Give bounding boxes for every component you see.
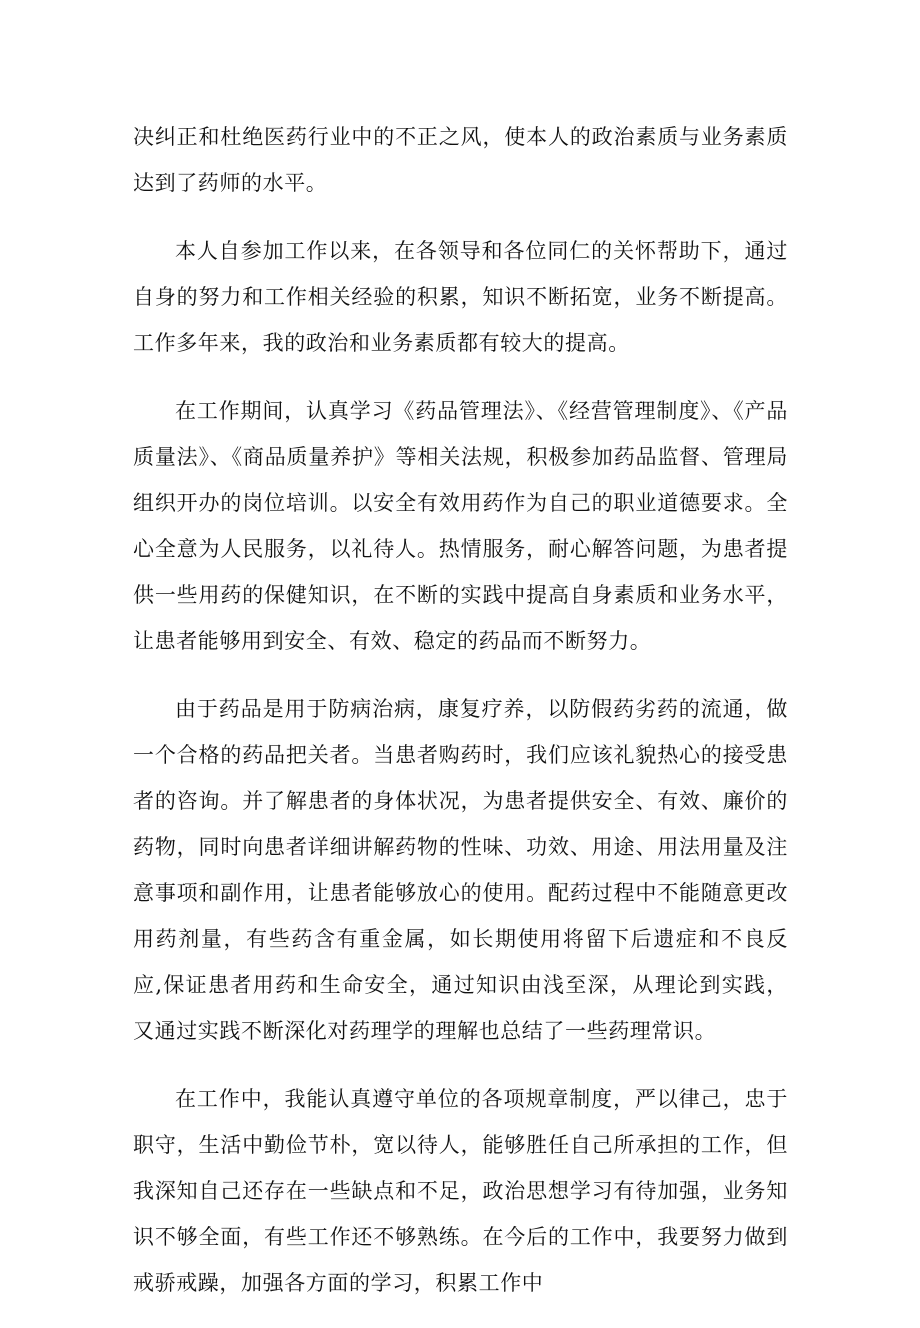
- document-body: [133, 114, 788, 1328]
- paragraph-5: 在工作中，我能认真遵守单位的各项规章制度，严以律己，忠于职守，生活中勤俭节朴，宽以待人，能够胜任自己所承担的工作，但我深知自己还存在一些缺点和不足，政治思想学习有待加强，业务知识不够全面，有些工作还不够熟练。在今后的工作中，我要努力做到戒骄戒躁，加强各方面的学习，积累工作中: [133, 1087, 788, 1295]
- paragraph-3: 在工作期间，认真学习《药品管理法》、《经营管理制度》、《产品质量法》、《商品质量养护》等相关法规，积极参加药品监督、管理局组织开办的岗位培训。以安全有效用药作为自己的职业道德要求。全心全意为人民服务，以礼待人。热情服务，耐心解答问题，为患者提供一些用药的保健知识，在不断的实践中提高自身素质和业务水平，让患者能够用到安全、有效、稳定的药品而不断努力。: [133, 399, 788, 653]
- paragraph-4: 由于药品是用于防病治病，康复疗养，以防假药劣药的流通，做一个合格的药品把关者。当患者购药时，我们应该礼貌热心的接受患者的咨询。并了解患者的身体状况，为患者提供安全、有效、廉价的药物，同时向患者详细讲解药物的性味、功效、用途、用法用量及注意事项和副作用，让患者能够放心的使用。配药过程中不能随意更改用药剂量，有些药含有重金属，如长期使用将留下后遗症和不良反应,保证患者用药和生命安全，通过知识由浅至深，从理论到实践，又通过实践不断深化对药理学的理解也总结了一些药理常识。: [133, 697, 788, 1043]
- paragraph-2: 本人自参加工作以来，在各领导和各位同仁的关怀帮助下，通过自身的努力和工作相关经验的积累，知识不断拓宽，业务不断提高。工作多年来，我的政治和业务素质都有较大的提高。: [133, 239, 788, 355]
- paragraph-1: 决纠正和杜绝医药行业中的不正之风，使本人的政治素质与业务素质达到了药师的水平。: [133, 125, 788, 195]
